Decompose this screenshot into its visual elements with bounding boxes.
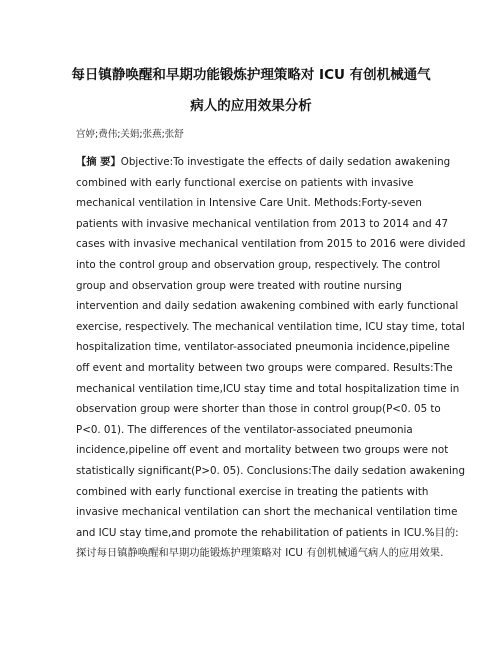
abstract-line: mechanical ventilation in Intensive Care Unit. Methods:Forty-seven (76, 197, 422, 210)
author-list: 宫婷;费伟;关娟;张燕;张舒 (76, 129, 184, 140)
abstract-line: statistically significant(P>0. 05). Conclusions:The daily sedation awakening (76, 464, 465, 477)
abstract-line (76, 152, 451, 173)
abstract-line: off event and mortality between two groups were compared. Results:The (76, 361, 453, 374)
abstract-line: into the control group and observation group, respectively. The control (76, 258, 441, 271)
paper-title-line-2: 病人的应用效果分析 (190, 98, 312, 114)
abstract-line: combined with early functional exercise in treating the patients with (76, 485, 429, 498)
abstract-line: cases with invasive mechanical ventilation from 2015 to 2016 were divided (76, 238, 466, 251)
abstract-text: Objective:To investigate the effects of daily sedation awakening (120, 156, 451, 168)
abstract (76, 152, 466, 564)
abstract-line: invasive mechanical ventilation can short the mechanical ventilation time (76, 506, 458, 519)
abstract-line: and ICU stay time,and promote the rehabilitation of patients in ICU.%目的: (76, 526, 459, 539)
abstract-line: incidence,pipeline off event and mortality between two groups were not (76, 444, 449, 457)
abstract-line: patients with invasive mechanical ventilation from 2013 to 2014 and 47 (76, 217, 449, 230)
abstract-line: exercise, respectively. The mechanical ventilation time, ICU stay time, total (76, 320, 465, 333)
abstract-label: 【摘 要】 (76, 156, 121, 168)
abstract-line: combined with early functional exercise on patients with invasive (76, 176, 414, 189)
abstract-line: observation group were shorter than those in control group(P<0. 05 to (76, 403, 441, 416)
abstract-line: group and observation group were treated with routine nursing (76, 279, 402, 292)
abstract-line: intervention and daily sedation awakening combined with early functional (76, 300, 459, 313)
abstract-line: mechanical ventilation time,ICU stay time and total hospitalization time in (76, 382, 460, 395)
abstract-line: P<0. 01). The differences of the ventilator-associated pneumonia (76, 423, 413, 436)
paper-title-line-1: 每日镇静唤醒和早期功能锻炼护理策略对 ICU 有创机械通气 (71, 67, 431, 83)
abstract-line: hospitalization time, ventilator-associated pneumonia incidence,pipeline (76, 341, 450, 354)
abstract-line: 探讨每日镇静唤醒和早期功能锻炼护理策略对 ICU 有创机械通气病人的应用效果. (76, 547, 444, 560)
